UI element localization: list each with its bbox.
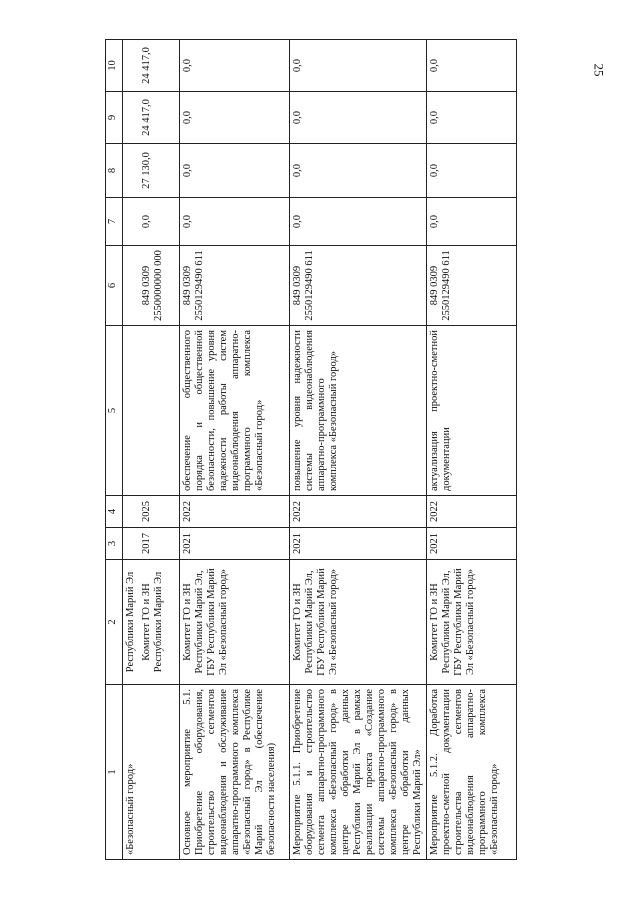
value-cell-10: 24 417,0 [139,40,179,92]
value-cell-9: 24 417,0 [139,92,179,144]
value-cell-7: 0,0 [139,198,179,246]
col-number-8: 8 [106,144,123,198]
start-year-cell: 2017 [139,528,179,560]
value-cell-9: 0,0 [289,92,426,144]
col-number-7: 7 [106,198,123,246]
rotated-table-container [105,40,595,860]
value-cell-8: 0,0 [426,144,516,198]
table-row [426,40,516,860]
col-number-3: 3 [106,528,123,560]
table-row [123,40,140,860]
result-cell: повышение уровня надежности системы видеонаблюдения аппаратно-программного комплекса «Безопасный город» [289,326,426,496]
executor-cell: Комитет ГО и ЗН Республики Марий Эл, ГБУ Республики Марий Эл «Безопасный город» [179,560,289,685]
section-title: «Безопасный город» [125,763,136,855]
executor-cell: Комитет ГО и ЗН Республики Марий Эл, ГБУ Республики Марий Эл «Безопасный город» [289,560,426,685]
executor-cell: Комитет ГО и ЗН Республики Марий Эл, ГБУ Республики Марий Эл «Безопасный город» [426,560,516,685]
section-executor-cell: Республики Марий Эл [123,560,140,685]
executor-cell: Комитет ГО и ЗН Республики Марий Эл [139,560,179,685]
col-number-6: 6 [106,246,123,326]
value-cell-7: 0,0 [426,198,516,246]
col-number-9: 9 [106,92,123,144]
value-cell-9: 0,0 [426,92,516,144]
col-number-2: 2 [106,560,123,685]
value-cell-10: 0,0 [426,40,516,92]
event-name-cell: Основное мероприятие 5.1. Приобретение оборудования, строительство сегментов видеонаблюдения и обслуживание аппаратно-программного комплекса «Безопасный город» в Республике Марий Эл (обеспечение безопасности населения) [179,685,289,860]
column-number-row [106,40,123,860]
start-year-cell: 2021 [179,528,289,560]
end-year-cell: 2022 [179,496,289,528]
table-row [179,40,289,860]
value-cell-7: 0,0 [289,198,426,246]
col-number-5: 5 [106,326,123,496]
result-cell: актуализация проектно-сметной документации [426,326,516,496]
kbk-cell: 849 0309 2550129490 611 [289,246,426,326]
section-title-cell [123,685,180,860]
value-cell-8: 0,0 [289,144,426,198]
program-table [105,39,517,860]
value-cell-10: 0,0 [289,40,426,92]
kbk-cell: 849 0309 2550129490 611 [179,246,289,326]
result-cell: обеспечение общественного порядка и общественной безопасности, повышение уровня надежности работы систем видеонаблюдения аппаратно-программного комплекса «Безопасный город» [179,326,289,496]
col-number-1: 1 [106,685,123,860]
kbk-cell: 849 0309 2550129490 611 [426,246,516,326]
value-cell-7: 0,0 [179,198,289,246]
value-cell-8: 27 130,0 [139,144,179,198]
result-cell [139,326,179,496]
page-number: 25 [591,63,607,77]
table-row [289,40,426,860]
start-year-cell: 2021 [426,528,516,560]
event-name-cell: Мероприятие 5.1.1. Приобретение оборудования и строительство сегмента аппаратно-программного комплекса «Безопасный город» в центре обработки данных Республики Марий Эл в рамках реализации проекта «Создание системы аппаратно-программного комплекса «Безопасный город» в центре обработки данных Республики Марий Эл» [289,685,426,860]
event-name-cell: Мероприятие 5.1.2. Доработка проектно-сметной документации строительства сегментов видеонаблюдения аппаратно-программного комплекса «Безопасный город» [426,685,516,860]
end-year-cell: 2025 [139,496,179,528]
kbk-cell: 849 0309 2550000000 000 [139,246,179,326]
end-year-cell: 2022 [289,496,426,528]
value-cell-9: 0,0 [179,92,289,144]
start-year-cell: 2021 [289,528,426,560]
end-year-cell: 2022 [426,496,516,528]
value-cell-8: 0,0 [179,144,289,198]
col-number-10: 10 [106,40,123,92]
value-cell-10: 0,0 [179,40,289,92]
col-number-4: 4 [106,496,123,528]
